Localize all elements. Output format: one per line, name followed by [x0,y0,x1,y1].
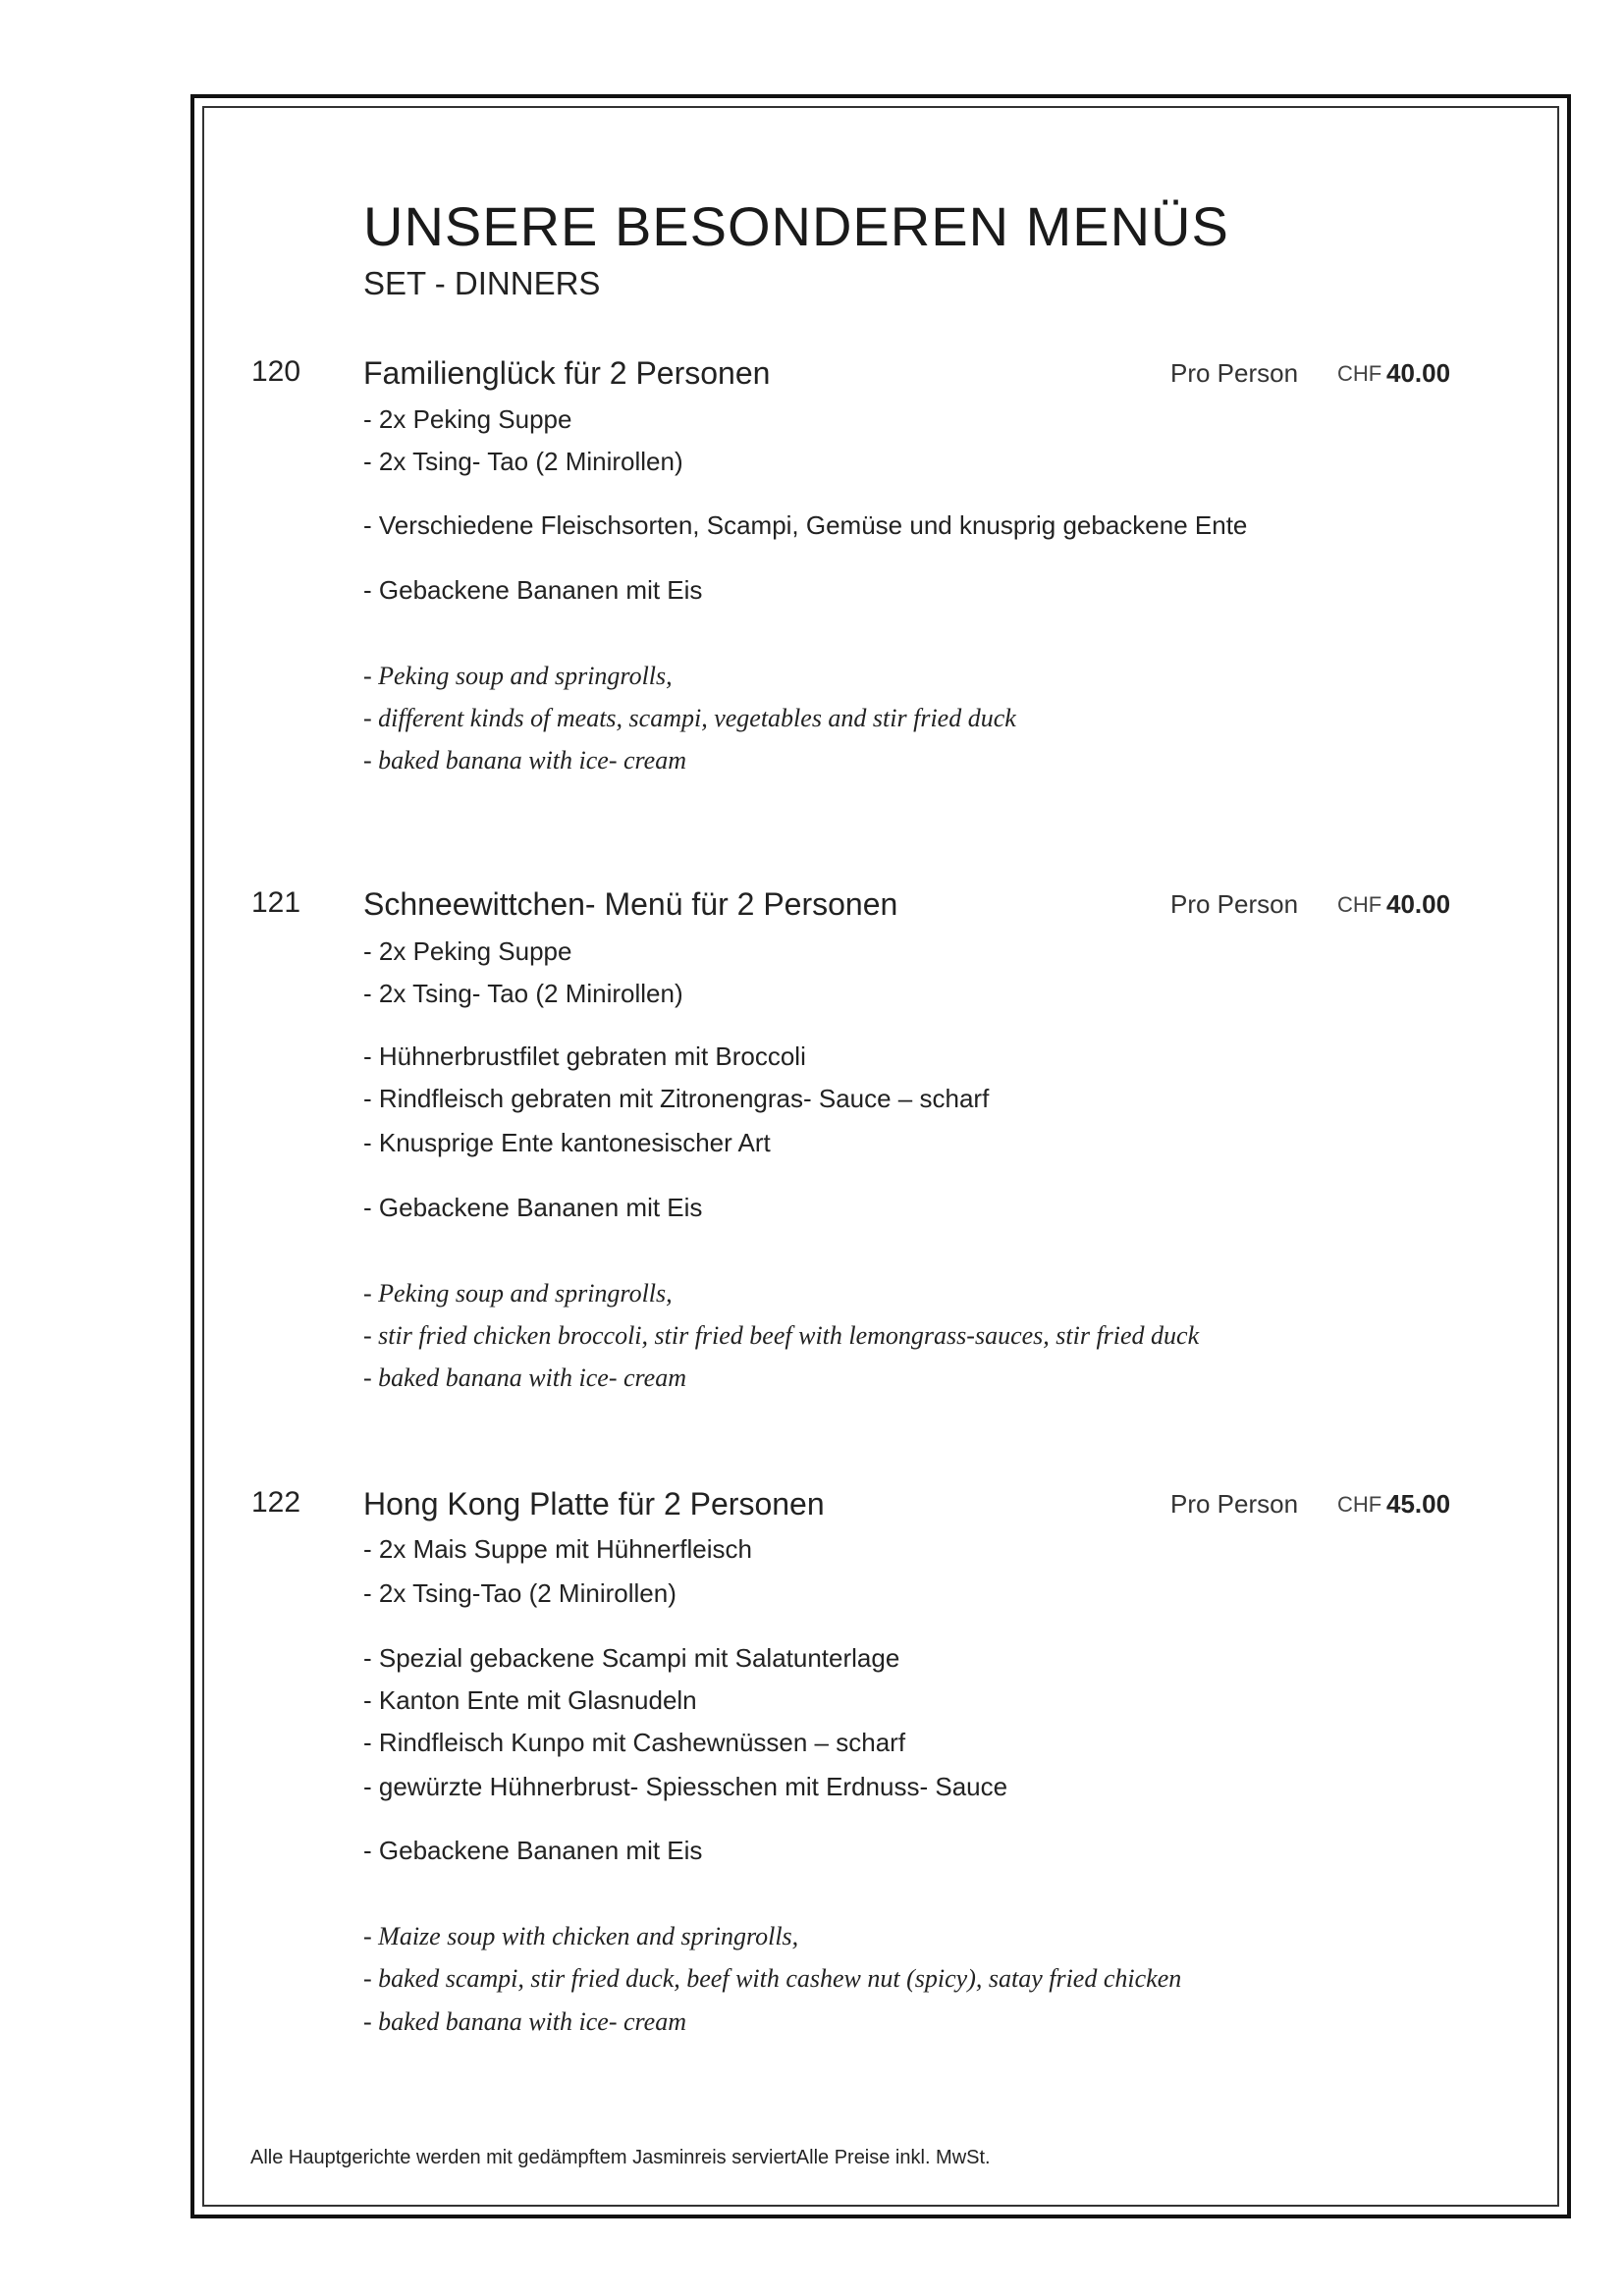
course-item-en: - baked scampi, stir fried duck, beef with cashew nut (spicy), satay fried chicken [363,1964,1182,1993]
course-item-en: - different kinds of meats, scampi, vegetables and stir fried duck [363,704,1016,732]
course-item-de: - Rindfleisch Kunpo mit Cashewnüssen – scharf [363,1728,906,1757]
course-item-de: - Gebackene Bananen mit Eis [363,1836,703,1865]
course-item-de: - Gebackene Bananen mit Eis [363,1193,703,1222]
course-item-de: - 2x Tsing- Tao (2 Minirollen) [363,979,683,1008]
course-item-de: - 2x Tsing-Tao (2 Minirollen) [363,1578,677,1608]
course-item-de: - Verschiedene Fleischsorten, Scampi, Gemüse und knusprig gebackene Ente [363,510,1248,540]
course-item-de: - Spezial gebackene Scampi mit Salatunterlage [363,1643,900,1673]
menu-number: 120 [251,355,301,388]
course-item-en: - baked banana with ice- cream [363,746,686,774]
page-title: UNSERE BESONDEREN MENÜS [363,195,1229,257]
menu-price: 45.00 [1386,1489,1451,1519]
course-item-de: - 2x Tsing- Tao (2 Minirollen) [363,447,683,476]
menu-name: Familienglück für 2 Personen [363,355,771,391]
currency-label: CHF [1337,1492,1382,1517]
menu-name: Hong Kong Platte für 2 Personen [363,1486,825,1522]
page-subtitle: SET - DINNERS [363,265,601,301]
per-person-label: Pro Person [1170,1489,1299,1519]
per-person-label: Pro Person [1170,889,1299,919]
course-item-en: - Peking soup and springrolls, [363,1279,673,1308]
currency-label: CHF [1337,361,1382,386]
course-item-de: - 2x Peking Suppe [363,404,572,434]
footer-note: Alle Hauptgerichte werden mit gedämpftem Jasminreis serviertAlle Preise inkl. MwSt. [250,2147,991,2168]
course-item-de: - Kanton Ente mit Glasnudeln [363,1685,697,1715]
course-item-en: - Maize soup with chicken and springrolls, [363,1922,799,1950]
course-item-de: - Rindfleisch gebraten mit Zitronengras- Sauce – scharf [363,1084,990,1113]
course-item-de: - Knusprige Ente kantonesischer Art [363,1128,771,1157]
course-item-en: - Peking soup and springrolls, [363,662,673,690]
course-item-de: - 2x Mais Suppe mit Hühnerfleisch [363,1534,752,1564]
course-item-de: - Gebackene Bananen mit Eis [363,575,703,605]
course-item-de: - gewürzte Hühnerbrust- Spiesschen mit Erdnuss- Sauce [363,1772,1008,1801]
menu-number: 121 [251,886,301,919]
course-item-en: - baked banana with ice- cream [363,1363,686,1392]
per-person-label: Pro Person [1170,358,1299,388]
menu-price: 40.00 [1386,889,1451,919]
course-item-en: - stir fried chicken broccoli, stir fried beef with lemongrass-sauces, stir fried duck [363,1321,1200,1350]
course-item-de: - 2x Peking Suppe [363,936,572,966]
menu-name: Schneewittchen- Menü für 2 Personen [363,886,898,922]
course-item-de: - Hühnerbrustfilet gebraten mit Broccoli [363,1041,806,1071]
course-item-en: - baked banana with ice- cream [363,2007,686,2036]
menu-number: 122 [251,1486,301,1519]
menu-price: 40.00 [1386,358,1451,388]
currency-label: CHF [1337,892,1382,917]
